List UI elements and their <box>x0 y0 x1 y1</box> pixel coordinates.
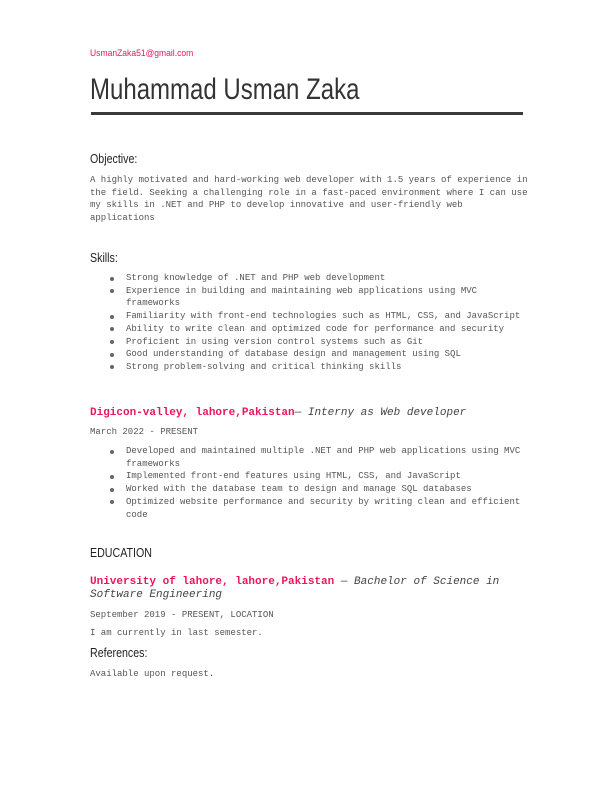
header-divider <box>91 112 523 115</box>
list-item: Strong problem-solving and critical thinking skills <box>90 361 521 374</box>
list-item: Optimized website performance and security by writing clean and efficient code <box>90 496 521 521</box>
experience-list <box>90 445 521 521</box>
skills-heading: Skills: <box>90 250 118 265</box>
email-link[interactable]: UsmanZaka51@gmail.com <box>90 48 194 59</box>
candidate-name: Muhammad Usman Zaka <box>90 73 360 106</box>
skills-list <box>90 272 521 374</box>
list-item: Familiarity with front-end technologies such as HTML, CSS, and JavaScript <box>90 310 521 323</box>
list-item: Ability to write clean and optimized code for performance and security <box>90 323 521 336</box>
job-dates: March 2022 - PRESENT <box>90 427 199 437</box>
list-item: Developed and maintained multiple .NET and PHP web applications using MVC frameworks <box>90 445 521 470</box>
company-name: Digicon-valley, lahore,Pakistan <box>90 407 295 419</box>
list-item: Good understanding of database design and management using SQL <box>90 348 521 361</box>
degree: — Bachelor of Science in Software Engineering <box>90 576 500 601</box>
education-heading: EDUCATION <box>90 545 152 560</box>
education-title <box>90 576 520 602</box>
objective-text: A highly motivated and hard-working web developer with 1.5 years of experience in the field. Seeking a challenging role in a fast-paced environment where I can use my skills in .NET and PHP to develop innovative and user-friendly web applications <box>90 175 528 224</box>
references-text: Available upon request. <box>90 669 215 679</box>
references-heading: References: <box>90 645 148 660</box>
list-item: Experience in building and maintaining web applications using MVC frameworks <box>90 285 521 310</box>
objective-heading: Objective: <box>90 151 138 166</box>
education-note: I am currently in last semester. <box>90 628 263 638</box>
job-role: — Interny as Web developer <box>294 407 467 419</box>
list-item: Strong knowledge of .NET and PHP web development <box>90 272 521 285</box>
education-dates: September 2019 - PRESENT, LOCATION <box>90 610 274 620</box>
list-item: Worked with the database team to design and manage SQL databases <box>90 483 521 496</box>
list-item: Proficient in using version control systems such as Git <box>90 336 521 349</box>
school-name: University of lahore, lahore,Pakistan <box>90 576 335 588</box>
job-title <box>90 407 520 420</box>
list-item: Implemented front-end features using HTML, CSS, and JavaScript <box>90 470 521 483</box>
